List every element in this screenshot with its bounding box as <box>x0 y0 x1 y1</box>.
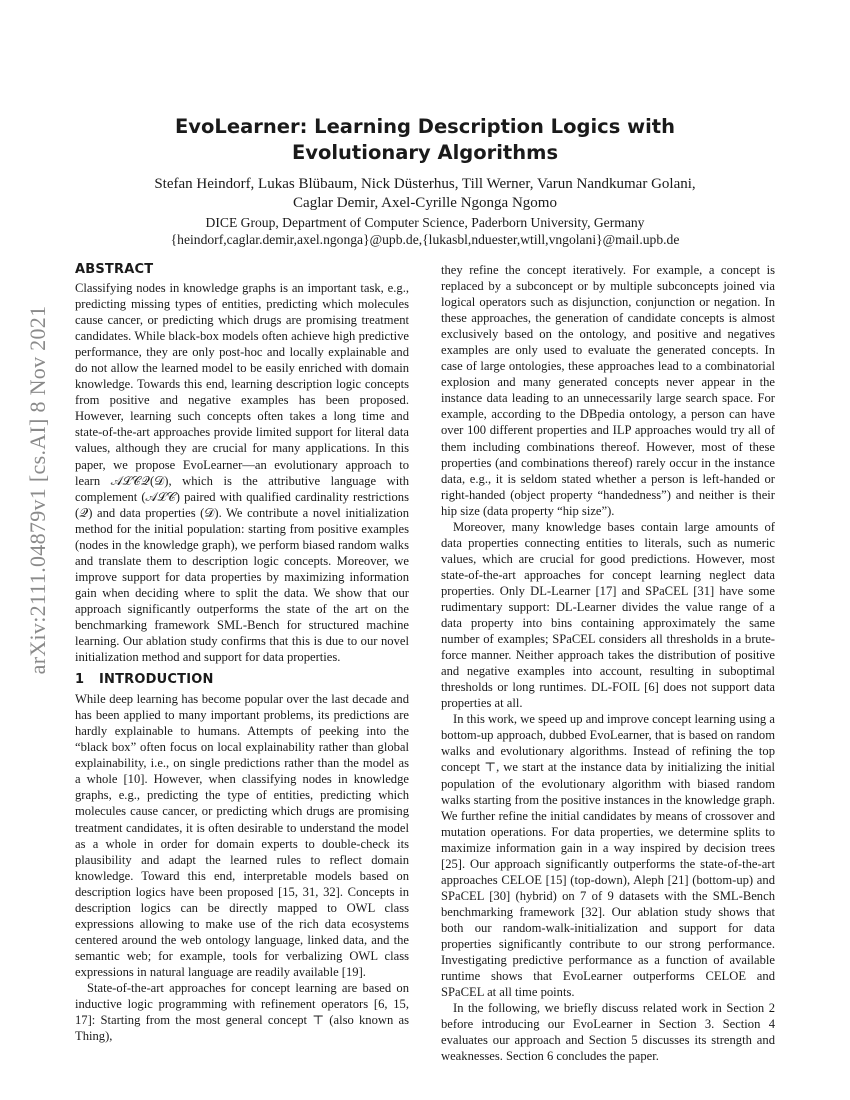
affiliation: DICE Group, Department of Computer Science, Paderborn University, Germany <box>205 215 645 230</box>
author-list-line-1: Stefan Heindorf, Lukas Blübaum, Nick Düsterhus, Till Werner, Varun Nandkumar Golani, <box>154 176 696 192</box>
intro-paragraph-3: Moreover, many knowledge bases contain large amounts of data properties connecting entities to literals, such as numeric values, which are crucial for good predictions. However, most state-of-the-art approaches for concept learning neglect data properties. Only DL-Learner [17] and SPaCEL [31] have some rudimentary support: DL-Learner divides the value range of a data property into bins containing approximately the same number of examples; SPaCEL considers all thresholds in a brute-force manner. Neither approach takes the distribution of positive and negative examples into account, resulting in suboptimal thresholds or long runtimes. DL-FOIL [6] does not support data properties at all. <box>441 519 775 711</box>
paper-header <box>75 114 775 248</box>
section-title: INTRODUCTION <box>99 672 214 688</box>
author-emails: {heindorf,caglar.demir,axel.ngonga}@upb.de,{lukasbl,nduester,wtill,vngolani}@mail.upb.de <box>170 232 680 247</box>
intro-paragraph-4: In this work, we speed up and improve concept learning using a bottom-up approach, dubbed EvoLearner, that is based on random walks and evolutionary algorithms. Instead of refining the top concept ⊤, we start at the instance data by initializing the initial population of the evolutionary algorithm with biased random walks starting from the positive instances in the knowledge graph. We further refine the initial candidates by means of crossover and mutation operations. For data properties, we determine splits to maximize information gain in a way inspired by decision trees [25]. Our approach significantly outperforms the state-of-the-art approaches CELOE [15] (top-down), Aleph [21] (bottom-up) and SPaCEL [30] (hybrid) on 7 of 9 datasets with the SML-Bench benchmarking framework [32]. Our ablation study shows that both our random-walk-initialization and support for data properties significantly contribute to our strong performance. Investigating predictive performance as a function of available runtime shows that EvoLearner outperforms CELOE and SPaCEL at all time points. <box>441 712 775 1000</box>
paper-title-line-1: EvoLearner: Learning Description Logics with <box>174 115 676 138</box>
arxiv-identifier-text: arXiv:2111.04879v1 [cs.AI] 8 Nov 2021 <box>25 305 50 675</box>
paper-title-line-2: Evolutionary Algorithms <box>291 141 559 164</box>
paper-title <box>75 114 775 166</box>
intro-paragraph-2: State-of-the-art approaches for concept learning are based on inductive logic programming with refinement operators [6, 15, 17]: Starting from the most general concept ⊤ (also known as Thing), <box>75 980 409 1044</box>
author-list <box>75 175 775 213</box>
arxiv-identifier-stamp <box>18 300 58 680</box>
intro-paragraph-1: While deep learning has become popular over the last decade and has been applied to many important problems, its predictions are hardly explainable to humans. Attempts of peeking into the “black box” often focus on local explainability rather than global explainability, i.e., on single predictions rather than the model as a whole [10]. However, when classifying nodes in knowledge graphs, e.g., predicting the type of entities, predicting which molecules cause cancer, or predicting which drugs are promising treatment candidates, it is often desirable to understand the model as a whole in order for domain experts to double-check its plausibility and adapt the learned rules to reflect domain knowledge. Toward this end, interpretable models based on description logics have been proposed [15, 31, 32]. Concepts in description logics can be directly mapped to OWL class expressions allowing to make use of the rich data ecosystems centered around the web ontology language, linked data, and the semantic web; for example, tools for verbalizing OWL class expressions in natural language are readily available [19]. <box>75 692 409 979</box>
author-list-line-2: Caglar Demir, Axel-Cyrille Ngonga Ngomo <box>293 195 557 211</box>
abstract-heading: ABSTRACT <box>75 262 154 277</box>
left-column <box>75 262 409 1044</box>
introduction-heading <box>75 672 409 688</box>
intro-paragraph-5: In the following, we briefly discuss related work in Section 2 before introducing our EvoLearner in Section 3. Section 4 evaluates our approach and Section 5 discusses its strength and weaknesses. Section 6 concludes the paper. <box>441 1001 775 1064</box>
abstract-text: Classifying nodes in knowledge graphs is an important task, e.g., predicting missing types of entities, predicting which molecules cause cancer, or predicting which drugs are promising treatment candidates. While black-box models often achieve high predictive performance, they are only post-hoc and locally explainable and do not allow the learned model to be easily enriched with domain knowledge. Towards this end, learning description logic concepts from positive and negative examples has been proposed. However, learning such concepts often takes a long time and state-of-the-art approaches provide limited support for literal data values, although they are crucial for many applications. In this paper, we propose EvoLearner—an evolutionary approach to learn 𝒜ℒ𝒞𝒬(𝒟), which is the attributive language with complement (𝒜ℒ𝒞) paired with qualified cardinality restrictions (𝒬) and data properties (𝒟). We contribute a novel initialization method for the initial population: starting from positive examples (nodes in the knowledge graph), we perform biased random walks and translate them to description logic concepts. Moreover, we improve support for data properties by maximizing information gain when deciding where to split the data. We show that our approach significantly outperforms the state of the art on the benchmarking framework SML-Bench for structured machine learning. Our ablation study confirms that this is due to our novel initialization method and support for data properties. <box>75 281 409 665</box>
intro-paragraph-2-continued: they refine the concept iteratively. For example, a concept is replaced by a subconcept or by multiple subconcepts joined via logical operators such as disjunction, conjunction or negation. In these approaches, the generation of candidate concepts is almost exclusively based on the ontology, and positive and negatives examples are only used to evaluate the generated concepts. In case of large ontologies, these approaches lead to a combinatorial explosion and many generated concepts never appear in the instance data leading to an unnecessarily large search space. For example, according to the DBpedia ontology, a person can have over 100 different properties and ILP approaches would try all of them including combinations thereof. However, most of these properties (and combinations thereof) rarely occur in the instance data, e.g., it is seldom stated whether a person is left-handed or right-handed (object property “handedness”) and neither is their hip size (data property “hip size”). <box>441 263 775 518</box>
right-column <box>441 262 775 1064</box>
section-number: 1 <box>75 672 85 688</box>
